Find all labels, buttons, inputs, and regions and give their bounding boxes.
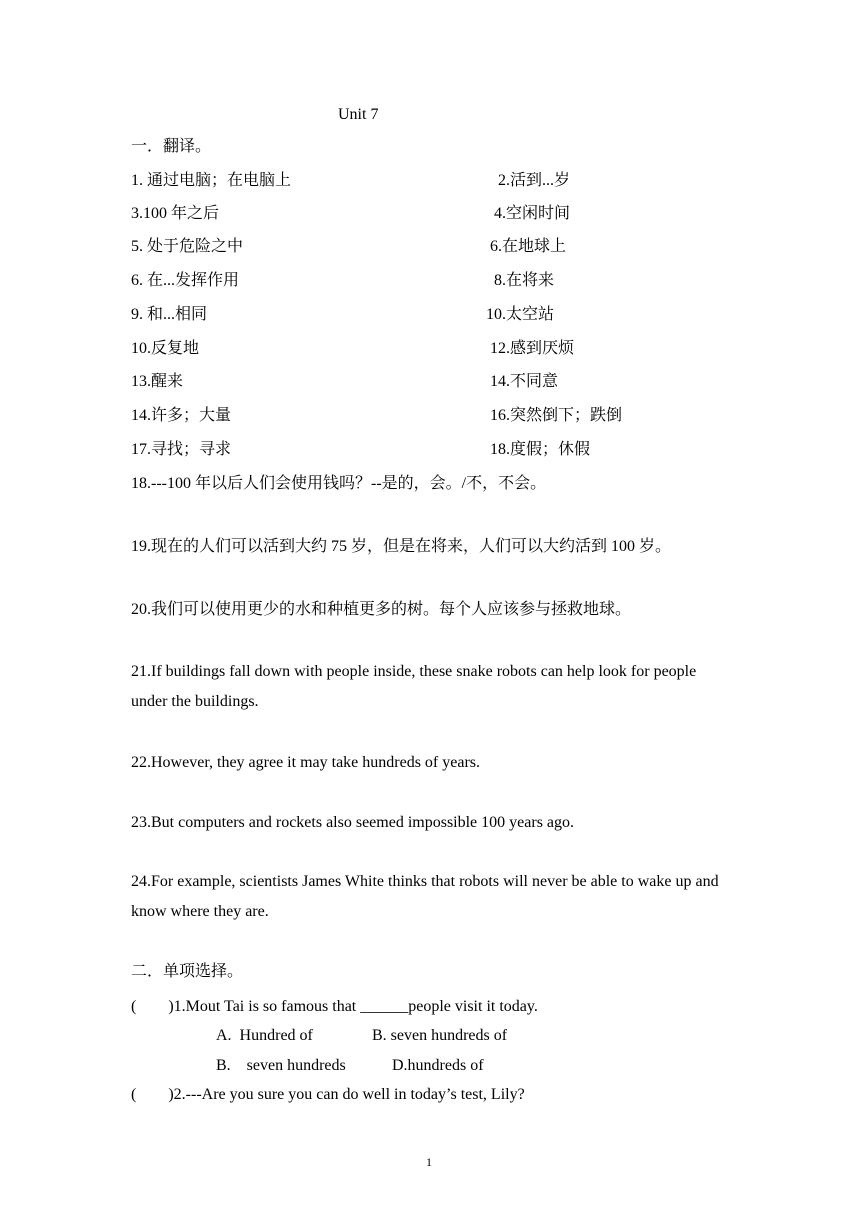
- option-a: A. Hundred of: [216, 1027, 313, 1044]
- list-item: 6.在地球上: [490, 238, 567, 255]
- question-1: ( )1.Mout Tai is so famous that ______people visit it today.: [131, 998, 538, 1015]
- sentence-item: 20.我们可以使用更少的水和种植更多的树。每个人应该参与拯救地球。: [131, 601, 632, 618]
- page-number: 1: [426, 1155, 432, 1169]
- option-d: D.hundreds of: [392, 1057, 484, 1074]
- list-item: 4.空闲时间: [494, 205, 571, 222]
- section2-heading: 二．单项选择。: [131, 963, 244, 980]
- list-item: 9. 和...相同: [131, 306, 208, 323]
- list-item: 12.感到厌烦: [490, 340, 575, 357]
- sentence-item: 21.If buildings fall down with people inside, these snake robots can help look for people under the buildings.: [131, 663, 697, 710]
- page-title: Unit 7: [338, 106, 379, 123]
- list-item: 5. 处于危险之中: [131, 238, 244, 255]
- question-2: ( )2.---Are you sure you can do well in today’s test, Lily?: [131, 1086, 525, 1103]
- list-item: 14.许多；大量: [131, 407, 232, 424]
- option-c: B. seven hundreds: [216, 1057, 346, 1074]
- section1-heading: 一．翻译。: [131, 138, 212, 155]
- list-item: 8.在将来: [494, 272, 555, 289]
- list-item: 17.寻找；寻求: [131, 441, 232, 458]
- list-item: 2.活到...岁: [498, 172, 571, 189]
- list-item: 10.太空站: [486, 306, 555, 323]
- list-item: 3.100 年之后: [131, 205, 220, 222]
- sentence-item: 22.However, they agree it may take hundreds of years.: [131, 754, 481, 771]
- sentence-item: 24.For example, scientists James White thinks that robots will never be able to wake up and know where they are.: [131, 873, 719, 920]
- list-item: 16.突然倒下；跌倒: [490, 407, 623, 424]
- sentence-item: 23.But computers and rockets also seemed impossible 100 years ago.: [131, 814, 575, 831]
- list-item: 1. 通过电脑；在电脑上: [131, 172, 292, 189]
- list-item: 10.反复地: [131, 340, 200, 357]
- sentence-item: 19.现在的人们可以活到大约 75 岁，但是在将来，人们可以大约活到 100 岁。: [131, 538, 672, 555]
- list-item: 13.醒来: [131, 373, 184, 390]
- list-item: 14.不同意: [490, 373, 559, 390]
- list-item: 18.度假；休假: [490, 441, 591, 458]
- option-b: B. seven hundreds of: [372, 1027, 508, 1044]
- list-item: 6. 在...发挥作用: [131, 272, 240, 289]
- sentence-item: 18.---100 年以后人们会使用钱吗？--是的，会。/不，不会。: [131, 475, 547, 492]
